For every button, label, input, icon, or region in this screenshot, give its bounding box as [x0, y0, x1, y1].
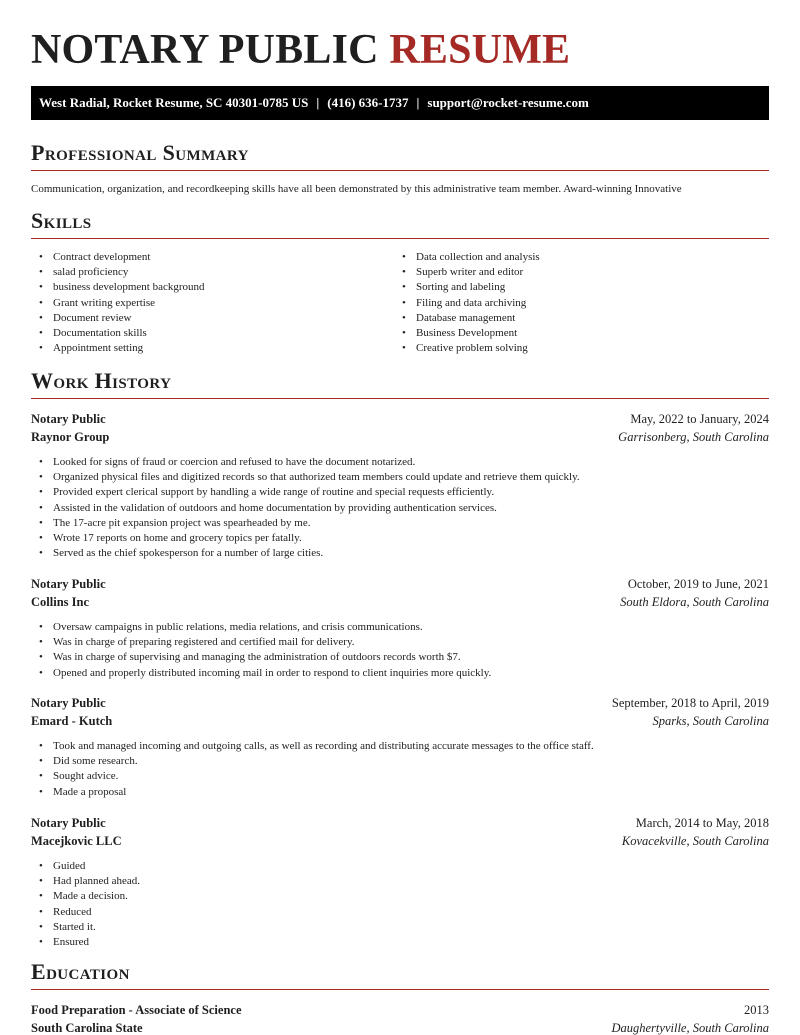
skill-item: • Grant writing expertise [31, 296, 394, 311]
education-school-row [31, 1019, 769, 1035]
education-location: Daughertyville, South Carolina [611, 1021, 769, 1035]
job-title-row [31, 575, 769, 593]
job-bullet: • Organized physical files and digitized records so that authorized team members could update and retrieve them quickly. [31, 470, 769, 485]
work-heading: Work History [31, 368, 172, 393]
job-bullets [31, 739, 769, 800]
job-entry [31, 410, 769, 561]
skills-column-left [31, 250, 394, 356]
job-company: Macejkovic LLC [31, 834, 122, 848]
job-bullet: • Made a proposal [31, 785, 769, 800]
contact-separator: | [416, 95, 420, 110]
job-bullets [31, 620, 769, 681]
contact-address: West Radial, Rocket Resume, SC 40301-0785 US [39, 95, 309, 110]
education-year: 2013 [744, 1003, 769, 1017]
education-degree-row [31, 1001, 769, 1019]
job-company-row [31, 428, 769, 446]
job-location: Kovacekville, South Carolina [621, 834, 769, 848]
job-bullet: • Sought advice. [31, 769, 769, 784]
job-title: Notary Public [31, 412, 106, 426]
contact-phone: (416) 636-1737 [327, 95, 409, 110]
job-bullet: • Served as the chief spokesperson for a number of large cities. [31, 546, 769, 561]
job-entry [31, 694, 769, 800]
skill-item: • Sorting and labeling [394, 280, 757, 295]
job-bullet: • Assisted in the validation of outdoors and home documentation by providing authentication services. [31, 501, 769, 516]
education-school: South Carolina State [31, 1021, 143, 1035]
title-main: NOTARY PUBLIC [31, 27, 379, 73]
job-bullet: • Looked for signs of fraud or coercion and refused to have the document notarized. [31, 455, 769, 470]
job-bullet: • Made a decision. [31, 889, 769, 904]
skills-heading: Skills [31, 208, 92, 233]
job-bullet: • Had planned ahead. [31, 874, 769, 889]
skill-item: • Filing and data archiving [394, 296, 757, 311]
job-bullet: • Did some research. [31, 754, 769, 769]
job-bullet: • The 17-acre pit expansion project was spearheaded by me. [31, 516, 769, 531]
job-dates: May, 2022 to January, 2024 [630, 412, 769, 426]
skill-item: • Document review [31, 311, 394, 326]
education-degree: Food Preparation - Associate of Science [31, 1003, 242, 1017]
job-entry [31, 575, 769, 681]
education-section-header [31, 959, 769, 990]
job-bullet: • Reduced [31, 905, 769, 920]
job-dates: September, 2018 to April, 2019 [611, 696, 769, 710]
job-title: Notary Public [31, 696, 106, 710]
job-title: Notary Public [31, 577, 106, 591]
skill-item: • Business Development [394, 326, 757, 341]
job-dates: March, 2014 to May, 2018 [635, 816, 769, 830]
job-dates: October, 2019 to June, 2021 [627, 577, 769, 591]
job-bullets [31, 455, 769, 561]
job-location: South Eldora, South Carolina [620, 595, 769, 609]
job-company: Emard - Kutch [31, 714, 113, 728]
skill-item: • Creative problem solving [394, 341, 757, 356]
job-bullet: • Oversaw campaigns in public relations, media relations, and crisis communications. [31, 620, 769, 635]
job-company: Collins Inc [31, 595, 90, 609]
skill-item: • Appointment setting [31, 341, 394, 356]
job-bullet: • Took and managed incoming and outgoing calls, as well as recording and distributing accurate messages to the office staff. [31, 739, 769, 754]
contact-bar [31, 86, 769, 120]
job-company-row [31, 832, 769, 850]
summary-section-header [31, 140, 769, 171]
skill-item: • Database management [394, 311, 757, 326]
title-accent: RESUME [389, 27, 571, 73]
job-bullets [31, 859, 769, 950]
skill-item: • salad proficiency [31, 265, 394, 280]
job-company-row [31, 712, 769, 730]
job-bullet: • Was in charge of preparing registered and certified mail for delivery. [31, 635, 769, 650]
skill-item: • Data collection and analysis [394, 250, 757, 265]
education-entry [31, 1001, 769, 1035]
job-bullet: • Was in charge of supervising and managing the administration of outdoors records worth $7. [31, 650, 769, 665]
skill-item: • business development background [31, 280, 394, 295]
job-company-row [31, 593, 769, 611]
skill-item: • Documentation skills [31, 326, 394, 341]
work-section-header [31, 368, 769, 399]
job-title-row [31, 410, 769, 428]
job-company: Raynor Group [31, 430, 110, 444]
job-bullet: • Guided [31, 859, 769, 874]
skills-section-header [31, 208, 769, 239]
job-bullet: • Opened and properly distributed incoming mail in order to respond to client inquiries more quickly. [31, 666, 769, 681]
skills-list [31, 250, 769, 356]
job-bullet: • Provided expert clerical support by handling a wide range of routine and special requests efficiently. [31, 485, 769, 500]
resume-title [31, 26, 570, 74]
job-title: Notary Public [31, 816, 106, 830]
education-heading: Education [31, 959, 130, 984]
job-bullet: • Started it. [31, 920, 769, 935]
job-entry [31, 814, 769, 950]
job-bullet: • Ensured [31, 935, 769, 950]
contact-separator: | [316, 95, 320, 110]
job-title-row [31, 694, 769, 712]
job-location: Sparks, South Carolina [652, 714, 769, 728]
contact-email[interactable]: support@rocket-resume.com [427, 95, 589, 110]
job-bullet: • Wrote 17 reports on home and grocery topics per fatally. [31, 531, 769, 546]
summary-text: Communication, organization, and recordkeeping skills have all been demonstrated by this administrative team member. Award-winning Innovative [31, 183, 682, 195]
job-title-row [31, 814, 769, 832]
summary-heading: Professional Summary [31, 140, 249, 165]
skill-item: • Contract development [31, 250, 394, 265]
job-location: Garrisonberg, South Carolina [618, 430, 769, 444]
skills-column-right [394, 250, 757, 356]
skill-item: • Superb writer and editor [394, 265, 757, 280]
